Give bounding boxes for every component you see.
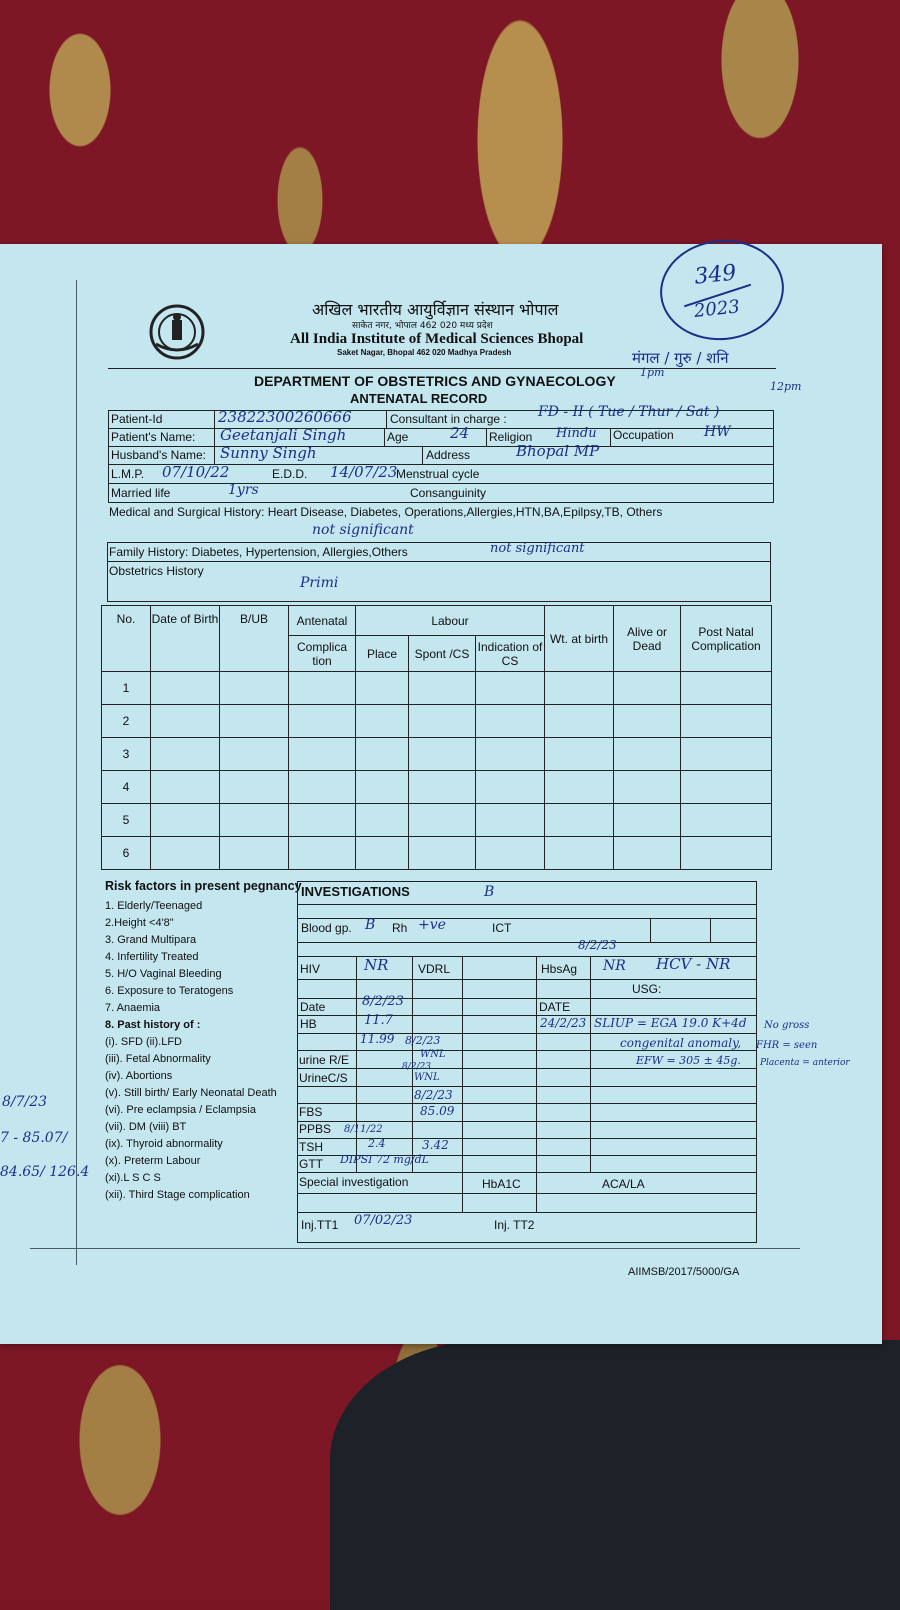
list-item: (iii). Fetal Abnormality (105, 1053, 211, 1065)
list-item: (vi). Pre eclampsia / Eclampsia (105, 1104, 256, 1116)
age-label: Age (387, 430, 409, 444)
list-item: (i). SFD (ii).LFD (105, 1036, 182, 1048)
col-line (384, 428, 385, 446)
col-line (590, 956, 591, 1172)
address-label: Address (426, 448, 471, 462)
usg-label: USG: (632, 982, 662, 996)
aiims-emblem-icon (142, 304, 212, 360)
col-bub: B/UB (220, 606, 289, 672)
gtt-label: GTT (299, 1157, 323, 1171)
usg-note-2: congenital anomaly, (620, 1036, 742, 1050)
urine-cs-date: 8/2/23 (402, 1062, 431, 1072)
usg-note-3b: Placenta = anterior (760, 1058, 850, 1068)
occupation-value: HW (704, 424, 731, 440)
institute-name-hindi: अखिल भारतीय आयुर्विज्ञान संस्थान भोपाल (312, 300, 559, 319)
hb-label: HB (300, 1017, 317, 1031)
col-antenatal: Antenatal (289, 606, 356, 636)
usg-note-2b: FHR = seen (756, 1040, 818, 1051)
list-item: 3. Grand Multipara (105, 934, 197, 946)
address-hindi: साकेत नगर, भोपाल 462 020 मध्य प्रदेश (352, 321, 493, 331)
hb-value: 11.7 (364, 1013, 393, 1028)
table-row (102, 804, 772, 837)
institute-name: All India Institute of Medical Sciences Bhopal (290, 331, 584, 347)
row-line (297, 1068, 757, 1069)
date-label: Date (300, 1000, 326, 1014)
stamp-year: 2023 (693, 296, 741, 322)
edd-value: 14/07/23 (330, 463, 398, 481)
urine-cs-label: UrineC/S (299, 1071, 348, 1085)
fbs-value: 85.09 (420, 1104, 455, 1118)
form-code: AIIMSB/2017/5000/GA (628, 1266, 740, 1278)
patient-name-value: Geetanjali Singh (220, 426, 347, 444)
row-line (297, 1193, 757, 1194)
urine-re-label: urine R/E (299, 1053, 350, 1067)
risk-factors-title: Risk factors in present pegnancy (105, 879, 302, 893)
list-item: 5. H/O Vaginal Bleeding (105, 968, 222, 980)
blood-group-label: Blood gp. (301, 921, 352, 935)
col-line (610, 428, 611, 446)
married-life-value: 1yrs (228, 482, 259, 498)
ppbs-label: PPBS (299, 1122, 332, 1136)
row-line (297, 1050, 757, 1051)
col-labour: Labour (356, 606, 545, 636)
list-item: (xii). Third Stage complication (105, 1189, 250, 1201)
row-line (297, 979, 757, 980)
col-line (386, 410, 387, 428)
stamp-number: 349 (693, 260, 738, 290)
family-history-value: not significant (490, 541, 585, 556)
obstetric-history-table (101, 605, 772, 870)
col-post-natal: Post Natal Complication (681, 606, 772, 672)
institute-address: Saket Nagar, Bhopal 462 020 Madhya Pradesh (337, 348, 512, 357)
age-value: 24 (450, 424, 470, 442)
row-line (107, 561, 771, 562)
bottom-rule (30, 1248, 800, 1249)
gtt-value: DIPSI 72 mg/dL (340, 1153, 429, 1166)
row-line (108, 428, 774, 429)
hb-value-2: 11.99 (360, 1032, 395, 1046)
religion-value: Hindu (556, 426, 597, 441)
obstetrics-history-value: Primi (300, 575, 339, 591)
col-line (422, 446, 423, 464)
row-number: 6 (102, 837, 151, 870)
col-line (710, 918, 711, 942)
row-number: 5 (102, 804, 151, 837)
obstetrics-history-label: Obstetrics History (109, 564, 204, 578)
row-line (297, 1172, 757, 1173)
col-complication: Complica tion (289, 636, 356, 672)
tt1-value: 07/02/23 (354, 1213, 413, 1228)
row-line (108, 483, 774, 484)
list-item: (ix). Thyroid abnormality (105, 1138, 223, 1150)
hbsag-label: HbsAg (541, 962, 578, 976)
row-line (297, 1103, 757, 1104)
handwritten-time-left: 1pm (640, 366, 665, 379)
fbs-date: 8/2/23 (414, 1088, 453, 1102)
usg-note-1: SLIUP = EGA 19.0 K+4d (594, 1016, 747, 1030)
col-line (356, 956, 357, 1172)
tsh-value: 2.4 (368, 1137, 386, 1150)
row-line (297, 1121, 757, 1122)
list-item: 4. Infertility Treated (105, 951, 199, 963)
aca-la-label: ACA/LA (602, 1177, 645, 1191)
tt2-label: Inj. TT2 (494, 1218, 535, 1232)
department-title: DEPARTMENT OF OBSTETRICS AND GYNAECOLOGY (254, 373, 616, 389)
table-row (102, 837, 772, 870)
list-item: 2.Height <4'8" (105, 917, 174, 929)
usg-date-label: DATE (539, 1000, 571, 1014)
consultant-label: Consultant in charge : (390, 412, 507, 426)
col-line (486, 428, 487, 446)
handwritten-days: मंगल / गुरु / शनि (632, 349, 729, 367)
special-investigation-label: Special investigation (299, 1175, 409, 1189)
medical-history-value: not significant (312, 522, 414, 538)
rh-value: +ve (418, 917, 446, 933)
list-item: (x). Preterm Labour (105, 1155, 201, 1167)
lmp-label: L.M.P. (111, 467, 145, 481)
past-history-title: 8. Past history of : (105, 1019, 201, 1031)
consanguinity-label: Consanguinity (410, 486, 487, 500)
date-value: 8/2/23 (362, 994, 404, 1009)
col-no: No. (102, 606, 151, 672)
table-row (102, 738, 772, 771)
record-title: ANTENATAL RECORD (350, 391, 488, 406)
col-line (536, 956, 537, 1212)
ict-label: ICT (492, 921, 512, 935)
urine-re-value: WNL (420, 1049, 446, 1060)
married-life-label: Married life (111, 486, 171, 500)
row-number: 3 (102, 738, 151, 771)
hcv-value: HCV - NR (656, 955, 731, 973)
vdrl-label: VDRL (418, 962, 451, 976)
list-item: 7. Anaemia (105, 1002, 161, 1014)
row-line (297, 942, 757, 943)
investigations-mark: B (484, 884, 495, 900)
row-number: 2 (102, 705, 151, 738)
list-item: (v). Still birth/ Early Neonatal Death (105, 1087, 277, 1099)
tsh-label: TSH (299, 1140, 323, 1154)
urine-cs-value: WNL (414, 1072, 440, 1083)
list-item: 1. Elderly/Teenaged (105, 900, 203, 912)
list-item: (vii). DM (viii) BT (105, 1121, 187, 1133)
tt1-label: Inj.TT1 (301, 1218, 339, 1232)
investigations-title: INVESTIGATIONS (301, 884, 410, 899)
lmp-value: 07/10/22 (162, 463, 230, 481)
family-history-label: Family History: Diabetes, Hypertension, Allergies,Others (109, 545, 408, 559)
table-row (102, 672, 772, 705)
table-row (102, 771, 772, 804)
row-line (297, 904, 757, 905)
row-number: 4 (102, 771, 151, 804)
margin-note-value-2: 84.65/ 126.4 (0, 1164, 90, 1180)
row-line (297, 1086, 757, 1087)
list-item: 6. Exposure to Teratogens (105, 985, 234, 997)
religion-label: Religion (489, 430, 533, 444)
col-indication-cs: Indication of CS (476, 636, 545, 672)
medical-history-label: Medical and Surgical History: Heart Disease, Diabetes, Operations,Allergies,HTN,BA,Epilpsy,TB, Others (109, 505, 663, 519)
margin-line (76, 280, 77, 1265)
usg-note-3: EFW = 305 ± 45g. (636, 1054, 741, 1067)
patient-name-label: Patient's Name: (111, 430, 196, 444)
col-line (650, 918, 651, 942)
hb-value-2-date: 8/2/23 (405, 1034, 441, 1047)
menstrual-cycle-label: Menstrual cycle (396, 467, 480, 481)
list-item: (iv). Abortions (105, 1070, 173, 1082)
occupation-label: Occupation (613, 428, 674, 442)
hba1c-label: HbA1C (482, 1177, 521, 1191)
hiv-value: NR (364, 956, 389, 974)
row-line (297, 1138, 757, 1139)
col-line (214, 410, 215, 465)
margin-note-value-1: 7 - 85.07/ (0, 1130, 68, 1146)
col-spont-cs: Spont /CS (409, 636, 476, 672)
row-line (108, 446, 774, 447)
list-item: (xi).L S C S (105, 1172, 161, 1184)
consultant-value: FD - II ( Tue / Thur / Sat ) (538, 404, 720, 420)
blood-group-value: B (365, 917, 376, 933)
col-place: Place (356, 636, 409, 672)
fbs-label: FBS (299, 1105, 323, 1119)
usg-note-1b: No gross (764, 1020, 810, 1031)
husband-name-value: Sunny Singh (220, 444, 317, 462)
hbsag-value: NR (603, 958, 626, 974)
hiv-label: HIV (300, 962, 321, 976)
handwritten-time-right: 12pm (770, 380, 802, 393)
tsh-value-2: 3.42 (422, 1138, 449, 1152)
tsh-date: 8/11/22 (344, 1124, 383, 1135)
rh-label: Rh (392, 921, 408, 935)
husband-name-label: Husband's Name: (111, 448, 207, 462)
patient-id-value: 23822300260666 (218, 408, 352, 426)
col-date-of-birth: Date of Birth (151, 606, 220, 672)
table-row (102, 705, 772, 738)
col-line (462, 956, 463, 1212)
margin-note-date: 8/7/23 (2, 1094, 48, 1110)
hbsag-date: 8/2/23 (578, 938, 617, 952)
usg-date: 24/2/23 (540, 1016, 587, 1030)
col-alive-or-dead: Alive or Dead (614, 606, 681, 672)
col-wt-at-birth: Wt. at birth (545, 606, 614, 672)
address-value: Bhopal MP (516, 442, 600, 460)
row-number: 1 (102, 672, 151, 705)
dark-cloth-corner (330, 1340, 900, 1610)
risk-factors-list (105, 878, 305, 1204)
header-rule (108, 368, 776, 369)
patient-id-label: Patient-Id (111, 412, 163, 426)
edd-label: E.D.D. (272, 467, 308, 481)
